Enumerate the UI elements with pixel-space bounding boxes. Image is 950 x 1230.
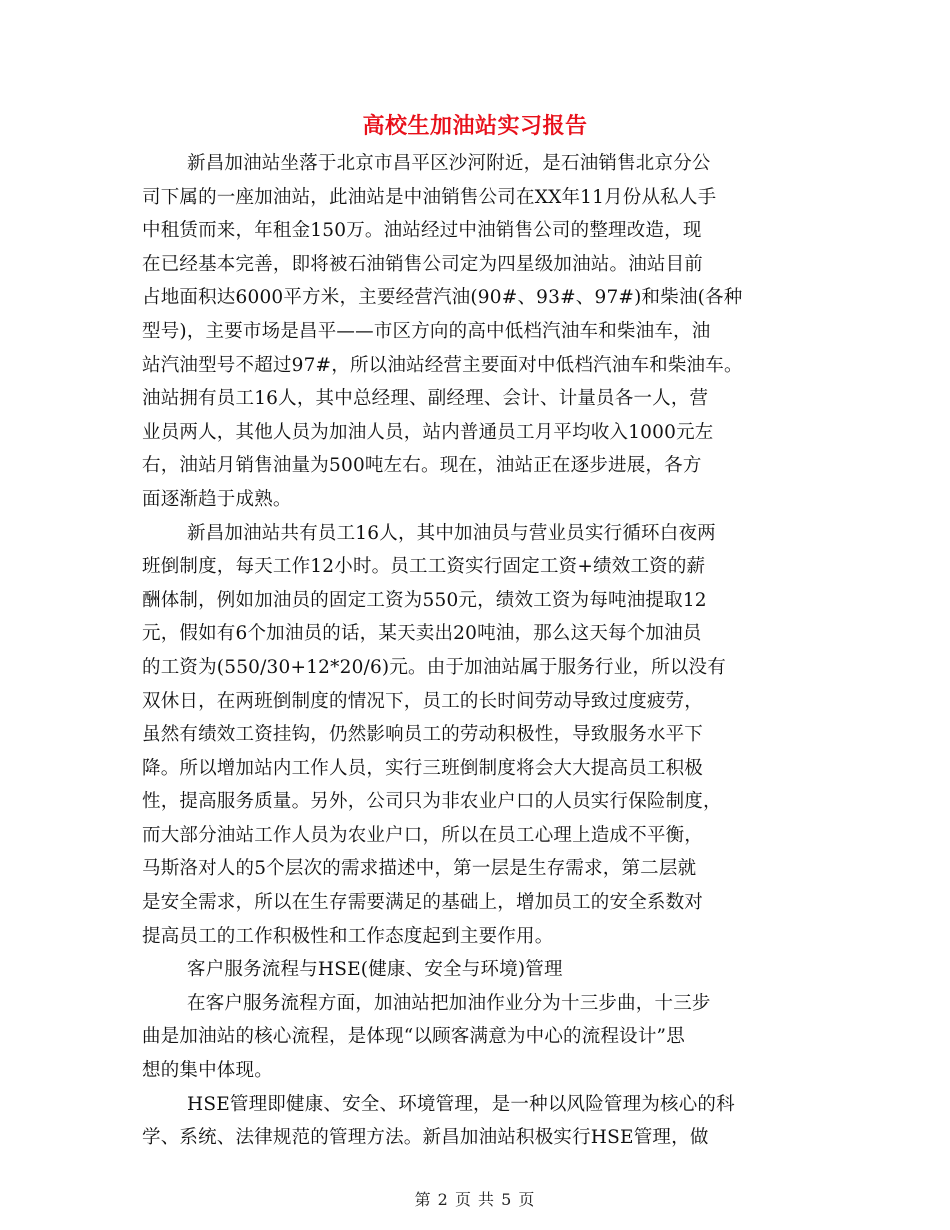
text-line: 降。所以增加站内工作人员，实行三班倒制度将会大大提高员工积极 <box>142 757 704 779</box>
text-line: 双休日，在两班倒制度的情况下，员工的长时间劳动导致过度疲劳， <box>142 690 704 712</box>
text-line: 学、系统、法律规范的管理方法。新昌加油站积极实行HSE管理，做 <box>142 1127 709 1149</box>
text-line: 占地面积达6000平方米，主要经营汽油(90#、93#、97#)和柴油(各种 <box>142 287 743 309</box>
text-line: 站汽油型号不超过97#，所以油站经营主要面对中低档汽油车和柴油车。 <box>142 354 743 376</box>
text-line: 新昌加油站坐落于北京市昌平区沙河附近，是石油销售北京分公 <box>187 153 711 174</box>
text-line: 业员两人，其他人员为加油人员，站内普通员工月平均收入1000元左 <box>142 421 714 443</box>
text-line: 班倒制度，每天工作12小时。员工工资实行固定工资+绩效工资的薪 <box>142 556 706 578</box>
text-line: 油站拥有员工16人，其中总经理、副经理、会计、计量员各一人，营 <box>142 388 709 410</box>
text-line: 在已经基本完善，即将被石油销售公司定为四星级加油站。油站目前 <box>142 253 704 275</box>
text-line: 右，油站月销售油量为500吨左右。现在，油站正在逐步进展，各方 <box>142 455 702 477</box>
text-line: 司下属的一座加油站，此油站是中油销售公司在XX年11月份从私人手 <box>142 186 717 208</box>
text-line: 想的集中体现。 <box>142 1060 273 1082</box>
text-line: 而大部分油站工作人员为农业户口，所以在员工心理上造成不平衡， <box>142 824 704 846</box>
text-line: 提高员工的工作积极性和工作态度起到主要作用。 <box>142 925 554 947</box>
text-line: 客户服务流程与HSE(健康、安全与环境)管理 <box>187 959 563 981</box>
text-line: 性，提高服务质量。另外，公司只为非农业户口的人员实行保险制度， <box>142 791 722 813</box>
text-line: 型号)，主要市场是昌平——市区方向的高中低档汽油车和柴油车，油 <box>142 320 711 342</box>
text-line: 中租赁而来，年租金150万。油站经过中油销售公司的整理改造，现 <box>142 220 702 242</box>
page-number-footer: 第 2 页 共 5 页 <box>414 1190 536 1209</box>
text-line: 新昌加油站共有员工16人，其中加油员与营业员实行循环白夜两 <box>187 522 716 544</box>
text-line: 虽然有绩效工资挂钩，仍然影响员工的劳动积极性，导致服务水平下 <box>142 724 704 746</box>
text-line: 是安全需求，所以在生存需要满足的基础上，增加员工的安全系数对 <box>142 892 704 914</box>
text-line: 面逐渐趋于成熟。 <box>142 488 292 510</box>
document-title: 高校生加油站实习报告 <box>362 113 588 139</box>
text-line: HSE管理即健康、安全、环境管理，是一种以风险管理为核心的科 <box>187 1093 735 1115</box>
text-line: 在客户服务流程方面，加油站把加油作业分为十三步曲，十三步 <box>187 992 711 1014</box>
text-line: 酬体制，例如加油员的固定工资为550元，绩效工资为每吨油提取12 <box>142 589 707 611</box>
document-body <box>142 147 802 1155</box>
text-line: 元，假如有6个加油员的话，某天卖出20吨油，那么这天每个加油员 <box>142 623 702 645</box>
text-line: 曲是加油站的核心流程，是体现“以顾客满意为中心的流程设计”思 <box>142 1026 685 1048</box>
text-line: 马斯洛对人的5个层次的需求描述中，第一层是生存需求，第二层就 <box>142 858 697 880</box>
text-line: 的工资为(550/30+12*20/6)元。由于加油站属于服务行业，所以没有 <box>142 656 726 678</box>
